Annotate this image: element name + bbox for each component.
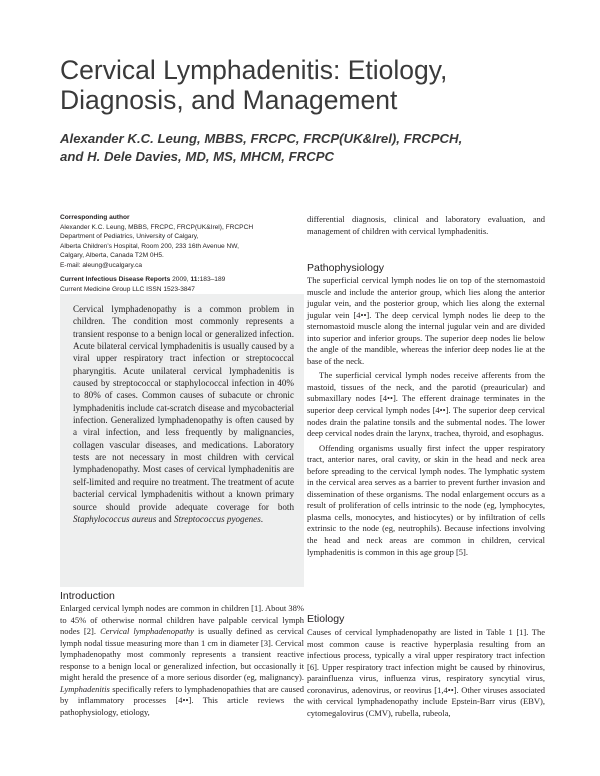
abstract-organism-name: Streptococcus pyogenes bbox=[173, 513, 261, 524]
pathophysiology-paragraph: The superficial cervical lymph nodes lie on top of the sternomastoid muscle and include the anterior group, which lies along the anterior jugular vein, and the posterior group, which lies along the external jugular vein [4••]. The deep cervical lymph nodes lie deep to the sternomastoid muscle along the internal jugular vein and are divided into superior and inferior groups. The superior deep nodes lie below the angle of the mandible, whereas the inferior deep nodes lie at the base of the neck. bbox=[307, 275, 545, 366]
authors-line-2: and H. Dele Davies, MD, MS, MHCM, FRCPC bbox=[60, 149, 335, 164]
journal-name: Current Infectious Disease Reports bbox=[60, 276, 171, 283]
pathophysiology-body bbox=[307, 275, 545, 558]
citation-pages: 183–189 bbox=[199, 276, 226, 283]
etiology-paragraph: Causes of cervical lymphadenopathy are listed in Table 1 [1]. The most common cause is reactive hyperplasia resulting from an infectious process, typically a viral upper respiratory tract infection [6]. Upper respiratory tract infection might be caused by rhinovirus, parainfluenza virus, influenza virus, respiratory syncytial virus, coronavirus, adenovirus, or reovirus [1,4••]. Other viruses associated with cervical lymphadenopathy include Epstein-Barr virus (EBV), cytomegalovirus (CMV), rubella, rubeola, bbox=[307, 627, 545, 718]
abstract-text-part: . bbox=[260, 513, 264, 524]
publisher-line: Current Medicine Group LLC ISSN 1523-3847 bbox=[60, 285, 195, 293]
author-list bbox=[60, 130, 580, 166]
corresponding-author-line: Department of Pediatrics, University of Calgary, bbox=[60, 233, 199, 240]
pathophysiology-paragraph: Offending organisms usually first infect the upper respiratory tract, anterior nares, oral cavity, or skin in the head and neck area before spreading to the cervical lymph nodes. The lymphatic system in the cervical area serves as a barrier to prevent further invasion and dissemination of these organisms. The nodal enlargement occurs as a result of proliferation of cells intrinsic to the node (eg, lymphocytes, plasma cells, monocytes, and histiocytes) or by infiltration of cells extrinsic to the node (eg, neutrophils). Because infections involving the head and neck areas are common in children, cervical lymphadenitis is common in this age group [5]. bbox=[307, 442, 545, 557]
citation-volume: 11: bbox=[190, 276, 200, 283]
pathophysiology-paragraph: The superficial cervical lymph nodes receive afferents from the mastoid, tissues of the neck, and the parotid (preauricular) and submaxillary nodes [4••]. The efferent drainage terminates in the superior deep cervical lymph nodes [4••]. The superior deep cervical nodes drain the palatine tonsils and the submental nodes. The lower deep cervical nodes drain the larynx, trachea, thyroid, and esophagus. bbox=[307, 370, 545, 439]
intro-text-part: is usually defined as cervical lymph nodal tissue measuring more than 1 cm in diameter [3]. Cervical lymphadenopathy most commonly represents a transient reactive response to a benign local or generalized infection, but occasionally it might herald the presence of a more serious disorder (eg, malignancy). bbox=[60, 626, 305, 683]
intro-text-part: specifically refers to lymphadenopathies that are caused by inflammatory processes [4••]. This article reviews the pathophysiology, etiology, bbox=[60, 683, 304, 717]
pathophysiology-heading: Pathophysiology bbox=[307, 262, 385, 274]
introduction-body bbox=[60, 603, 304, 718]
corresponding-author-heading: Corresponding author bbox=[60, 214, 130, 221]
corresponding-author-line: Alberta Children’s Hospital, Room 200, 233 16th Avenue NW, bbox=[60, 242, 239, 250]
intro-term: Lymphadenitis bbox=[60, 683, 110, 694]
introduction-paragraph bbox=[60, 603, 304, 718]
abstract-text-part: and bbox=[156, 513, 174, 524]
abstract-text-part: Cervical lymphadenopathy is a common problem in children. The condition most commonly represents a transient response to a benign local or generalized infection. Acute bilateral cervical lymphadenitis is usually caused by a viral upper respiratory tract infection or streptococcal pharyngitis. Acute unilateral cervical lymphadenitis is caused by streptococcal or staphylococcal infection in 40% to 80% of cases. Common causes of subacute or chronic lymphadenitis include cat-scratch disease and mycobacterial infection. Generalized lymphadenopathy is often caused by a viral infection, and less frequently by malignancies, collagen vascular diseases, and medications. Laboratory tests are not necessary in most children with cervical lymphadenopathy. Most cases of cervical lymphadenitis are self-limited and require no treatment. The treatment of acute bacterial cervical lymphadenitis without a known primary source should provide adequate coverage for both bbox=[73, 304, 294, 512]
intro-text-part: Enlarged cervical lymph nodes are common in children [1]. About 38% to 45% of otherwise normal children have palpable cervical lymph nodes [2]. bbox=[60, 603, 304, 637]
introduction-heading: Introduction bbox=[60, 590, 115, 602]
citation-year: 2009, bbox=[170, 276, 191, 283]
corresponding-author-line: Calgary, Alberta, Canada T2M 0H5. bbox=[60, 252, 164, 259]
article-metadata bbox=[60, 213, 300, 304]
abstract-box bbox=[60, 294, 304, 587]
title-line-1: Cervical Lymphadenitis: Etiology, bbox=[60, 55, 448, 85]
etiology-body bbox=[307, 627, 545, 719]
citation-line bbox=[60, 275, 300, 285]
continued-paragraph bbox=[307, 214, 545, 237]
title-line-2: Diagnosis, and Management bbox=[60, 85, 398, 115]
etiology-heading: Etiology bbox=[307, 613, 345, 625]
abstract-organism-name: Staphylococcus aureus bbox=[73, 513, 157, 524]
article-title bbox=[60, 55, 560, 115]
corresponding-author-line: Alexander K.C. Leung, MBBS, FRCPC, FRCP(UK&Irel), FRCPCH bbox=[60, 223, 254, 231]
corresponding-author-email: E-mail: aleung@ucalgary.ca bbox=[60, 261, 143, 269]
abstract-text bbox=[73, 303, 294, 525]
authors-line-1: Alexander K.C. Leung, MBBS, FRCPC, FRCP(UK&Irel), FRCPCH, bbox=[60, 131, 463, 146]
continued-text: differential diagnosis, clinical and laboratory evaluation, and management of children with cervical lymphadenitis. bbox=[307, 214, 545, 236]
intro-term: Cervical lymphadenopathy bbox=[100, 626, 194, 637]
